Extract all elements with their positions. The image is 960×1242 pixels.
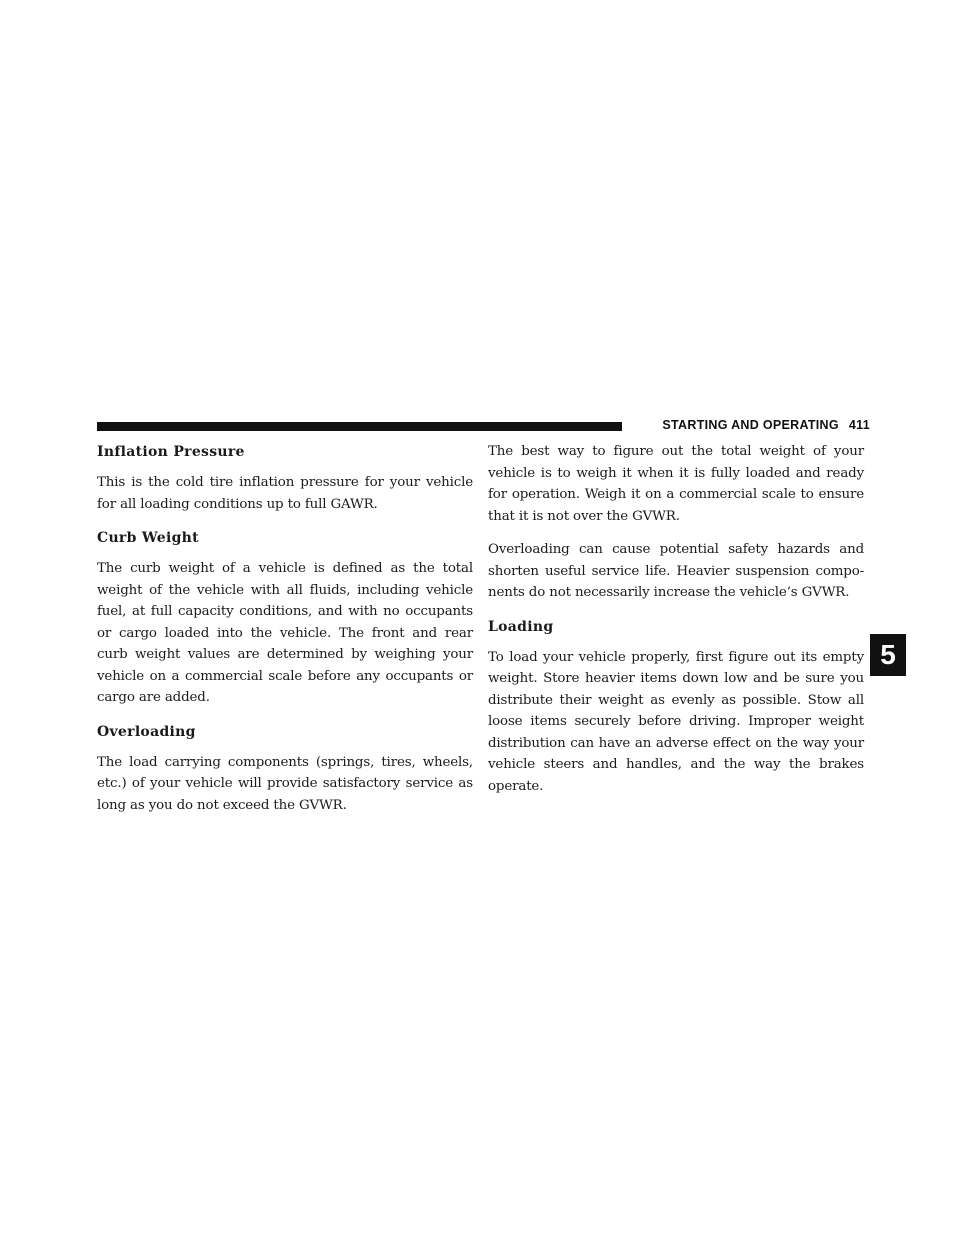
heading-inflation-pressure: Inflation Pressure xyxy=(97,444,245,460)
header-rule xyxy=(97,422,622,431)
left-column xyxy=(97,441,473,828)
paragraph-inflation-pressure: This is the cold tire inflation pressure for your vehicle for all loading conditions up to full GAWR. xyxy=(97,475,473,512)
paragraph-curb-weight: The curb weight of a vehicle is defined as the total weight of the vehicle with all fluids, including vehicle fuel, at full capacity conditions, and with no occupants or cargo loaded into the vehicle. The front and rear curb weight values are determined by weighing your vehicle on a commercial scale before any occupants or cargo are added. xyxy=(97,561,473,705)
heading-loading: Loading xyxy=(488,618,554,635)
section-title: STARTING AND OPERATING xyxy=(662,418,839,432)
heading-overloading: Overloading xyxy=(97,723,196,740)
running-header xyxy=(630,418,870,432)
paragraph-overloading-hazards: Overloading can cause potential safety hazards and shorten useful service life. Heavier suspension compo- nents do not necessarily increase the vehicle’s GVWR. xyxy=(488,542,864,600)
right-column xyxy=(488,441,864,809)
heading-curb-weight: Curb Weight xyxy=(97,530,199,546)
page-number: 411 xyxy=(848,418,870,432)
paragraph-total-weight: The best way to figure out the total weight of your vehicle is to weigh it when it is fully loaded and ready for operation. Weigh it on a commercial scale to ensure that it is not over the GVWR. xyxy=(488,444,864,524)
paragraph-loading: To load your vehicle properly, first figure out its empty weight. Store heavier items down low and be sure you distribute their weight as evenly as possible. Stow all loose items securely before driving. Improper weight distribution can have an adverse effect on the way your vehicle steers and handles, and the way the brakes operate. xyxy=(488,649,864,794)
chapter-tab: 5 xyxy=(870,634,906,676)
paragraph-overloading: The load carrying components (springs, tires, wheels, etc.) of your vehicle will provide satisfactory service as long as you do not exceed the GVWR. xyxy=(97,754,473,813)
